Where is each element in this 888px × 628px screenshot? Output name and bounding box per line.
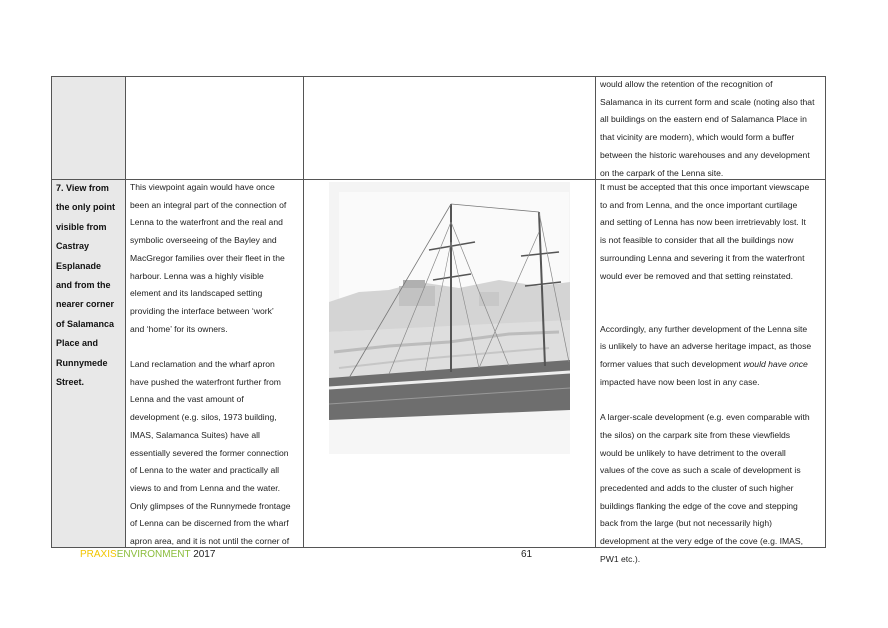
heading-line: 7. View from <box>56 183 109 193</box>
text-line: symbolic overseeing of the Bayley and <box>130 235 277 246</box>
text-line: PW1 etc.). <box>600 553 641 564</box>
text-line: MacGregor families over their fleet in the <box>130 252 285 263</box>
text-line: element and its landscaped setting <box>130 288 263 299</box>
text-line: Lenna to the waterfront and the real and <box>130 217 283 228</box>
col-divider-1 <box>125 76 126 548</box>
text-line: all buildings on the eastern end of Salamanca Place in <box>600 114 807 125</box>
text-line: impacted have now been lost in any case. <box>600 376 760 387</box>
text-line: would be unlikely to have detriment to the overall <box>600 447 786 458</box>
brand-environment: ENVIRONMENT <box>116 549 191 560</box>
row1-assessment-text <box>600 76 820 182</box>
text-line: is unlikely to have an adverse heritage impact, as those <box>600 341 812 352</box>
text-span: former values that such development <box>600 359 744 369</box>
text-line: Only glimpses of the Runnymede frontage <box>130 500 291 511</box>
text-line: the silos) on the carpark site from these viewfields <box>600 429 791 440</box>
text-line: of Lenna to the water and practically all <box>130 465 280 476</box>
text-line: and ‘home’ for its owners. <box>130 323 228 334</box>
heading-line: Place and <box>56 338 99 349</box>
text-line: would ever be removed and that setting reinstated. <box>600 270 793 281</box>
text-line: on the carpark of the Lenna site. <box>600 167 724 178</box>
text-line: apron area, and it is not until the corner of <box>130 536 290 547</box>
text-line <box>600 356 820 374</box>
col-divider-3 <box>595 76 596 548</box>
heading-line: nearer corner <box>56 299 115 310</box>
heading-line: Castray <box>56 241 90 252</box>
text-line: is not feasible to consider that all the buildings now <box>600 235 794 246</box>
text-line: IMAS, Salamanca Suites) have all <box>130 429 260 440</box>
table-border-right <box>825 76 826 548</box>
heading-line: the only point <box>56 202 115 213</box>
text-line: A larger-scale development (e.g. even comparable with <box>600 412 810 423</box>
text-line: of Lenna can be discerned from the wharf <box>130 518 289 529</box>
heading-line: of Salamanca <box>56 318 115 329</box>
text-line: providing the interface between ‘work’ <box>130 305 274 316</box>
text-line: surrounding Lenna and severing it from the waterfront <box>600 252 805 263</box>
text-line: This viewpoint again would have once <box>130 182 275 192</box>
footer-brand <box>80 549 215 560</box>
text-line: Lenna and the vast amount of <box>130 394 244 405</box>
text-line: development (e.g. silos, 1973 building, <box>130 412 277 423</box>
text-line: It must be accepted that this once important viewscape <box>600 182 810 192</box>
heading-line: Esplanade <box>56 260 102 271</box>
text-line: that vicinity are modern), which would form a buffer <box>600 132 795 143</box>
text-line: Salamanca in its current form and scale (noting also that <box>600 96 815 107</box>
col-divider-2 <box>303 76 304 548</box>
viewpoint-assessment <box>600 179 820 568</box>
footer-year: 2017 <box>193 549 216 560</box>
heading-line: and from the <box>56 280 111 291</box>
text-line: development at the very edge of the cove (e.g. IMAS, <box>600 536 804 547</box>
text-line: back from the large (but not necessarily high) <box>600 518 772 529</box>
text-line: between the historic warehouses and any development <box>600 149 810 160</box>
text-line: would allow the retention of the recognition of <box>600 79 773 89</box>
historic-ship-photo <box>329 182 570 454</box>
text-line: and setting of Lenna has now been irretrievably lost. It <box>600 217 806 228</box>
text-line: been an integral part of the connection of <box>130 199 287 210</box>
text-line: buildings flanking the edge of the cove and stepping <box>600 500 798 511</box>
heading-line: visible from <box>56 221 107 232</box>
text-line: precedented and adds to the cluster of such higher <box>600 482 794 493</box>
text-line: harbour. Lenna was a highly visible <box>130 270 264 281</box>
viewpoint-heading <box>56 179 124 392</box>
table-border-left <box>51 76 52 548</box>
text-line: have pushed the waterfront further from <box>130 376 281 387</box>
text-line: Land reclamation and the wharf apron <box>130 359 275 370</box>
text-line: to and from Lenna, and the once important curtilage <box>600 199 798 210</box>
brand-praxis: PRAXIS <box>80 549 117 560</box>
text-line: Accordingly, any further development of the Lenna site <box>600 323 808 334</box>
heading-line: Runnymede <box>56 357 108 368</box>
text-line: values of the cove as such a scale of development is <box>600 465 801 476</box>
viewpoint-description <box>130 179 298 551</box>
italic-span: would have once <box>743 359 808 369</box>
text-line: views to and from Lenna and the water. <box>130 482 281 493</box>
text-line: essentially severed the former connection <box>130 447 289 458</box>
page-number: 61 <box>521 549 533 560</box>
heading-line: Street. <box>56 377 85 388</box>
